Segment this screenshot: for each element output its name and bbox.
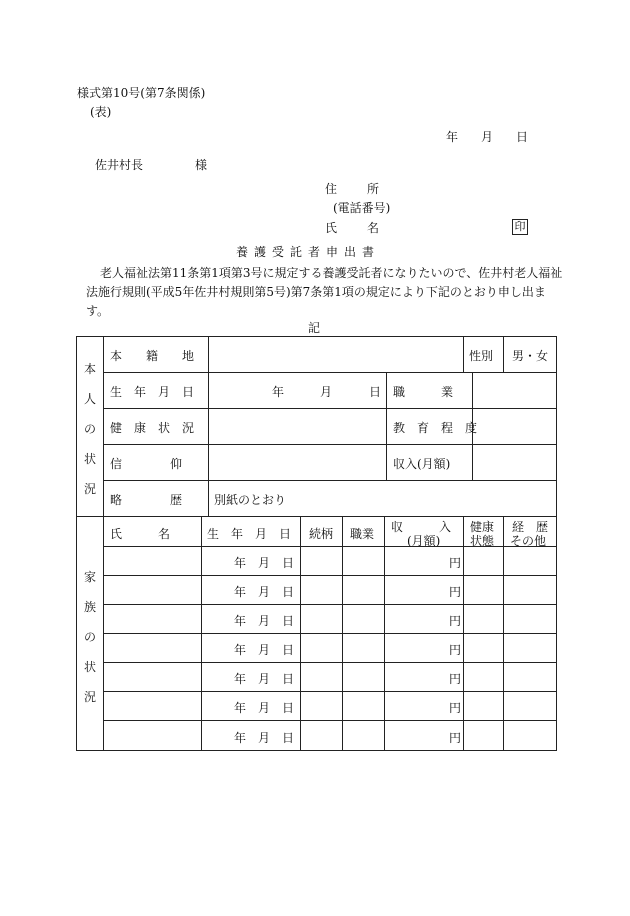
- family-row-month: 月: [258, 643, 271, 657]
- family-header-name: 氏 名: [110, 527, 171, 541]
- health-label: 健 康 状 況: [110, 421, 195, 435]
- family-row-day: 日: [282, 614, 295, 628]
- family-row-day: 日: [282, 585, 295, 599]
- history-value: 別紙のとおり: [214, 493, 287, 507]
- applicant-phone-label: (電話番号): [333, 201, 391, 215]
- family-header-history-sub: その他: [510, 534, 547, 548]
- family-row-month: 月: [258, 556, 271, 570]
- family-row-year: 年: [234, 701, 247, 715]
- seal-mark: 印: [512, 219, 528, 235]
- occupation-label: 職 業: [393, 385, 454, 399]
- family-row-line: [103, 575, 556, 576]
- family-row-year: 年: [234, 643, 247, 657]
- self-row-line: [103, 480, 556, 481]
- family-side-char: 状: [83, 660, 97, 674]
- family-row-yen: 円: [449, 701, 462, 715]
- family-side-char: 家: [83, 570, 97, 584]
- applicant-name-label: 氏 名: [325, 221, 382, 235]
- body-text-line1: 老人福祉法第11条第1項第3号に規定する養護受託者になりたいので、佐井村老人福祉: [100, 266, 563, 280]
- table-border-left: [76, 336, 77, 751]
- family-row-year: 年: [234, 556, 247, 570]
- income-label: 収入(月額): [393, 457, 451, 471]
- family-row-month: 月: [258, 614, 271, 628]
- section-divider: [76, 516, 557, 517]
- date-day: 日: [516, 130, 529, 144]
- family-col-divider: [201, 516, 202, 751]
- ki-label: 記: [308, 321, 321, 335]
- dob-year: 年: [272, 385, 285, 399]
- domicile-label: 本 籍 地: [110, 349, 195, 363]
- sex-value-divider: [503, 336, 504, 372]
- family-row-year: 年: [234, 614, 247, 628]
- body-text-line2: 法施行規則(平成5年佐井村規則第5号)第7条第1項の規定により下記のとおり申し出ま: [86, 285, 546, 299]
- self-side-char: の: [83, 422, 97, 436]
- family-row-yen: 円: [449, 614, 462, 628]
- applicant-address-label: 住 所: [325, 182, 382, 196]
- family-col-divider: [384, 516, 385, 751]
- family-row-line: [103, 720, 556, 721]
- history-label: 略 歴: [110, 493, 183, 507]
- self-row-line: [103, 408, 556, 409]
- self-row-line: [103, 444, 556, 445]
- side-label-divider: [103, 336, 104, 751]
- addressee: 佐井村長: [95, 158, 144, 172]
- family-row-line: [103, 662, 556, 663]
- education-label: 教 育 程 度: [393, 421, 478, 435]
- family-row-line: [103, 633, 556, 634]
- family-row-yen: 円: [449, 672, 462, 686]
- family-row-yen: 円: [449, 731, 462, 745]
- dob-day: 日: [369, 385, 382, 399]
- family-row-yen: 円: [449, 585, 462, 599]
- family-row-year: 年: [234, 672, 247, 686]
- family-row-line: [103, 691, 556, 692]
- family-header-occupation: 職業: [350, 527, 375, 541]
- family-col-divider: [342, 516, 343, 751]
- family-row-day: 日: [282, 672, 295, 686]
- self-label-divider: [208, 336, 209, 516]
- family-row-line: [103, 604, 556, 605]
- self-side-char: 況: [83, 482, 97, 496]
- family-row-month: 月: [258, 672, 271, 686]
- family-header-relation: 続柄: [309, 527, 334, 541]
- family-header-income: 収 入: [391, 520, 452, 534]
- religion-label: 信 仰: [110, 457, 183, 471]
- family-header-income-sub: (月額): [407, 534, 441, 548]
- family-row-year: 年: [234, 585, 247, 599]
- family-row-day: 日: [282, 701, 295, 715]
- table-border-bottom: [76, 750, 557, 751]
- self-side-char: 人: [83, 392, 97, 406]
- family-row-month: 月: [258, 731, 271, 745]
- date-year: 年: [446, 130, 459, 144]
- form-side-label: (表): [90, 105, 112, 119]
- sex-label: 性別: [469, 349, 494, 363]
- dob-label: 生 年 月 日: [110, 385, 195, 399]
- addressee-honorific: 様: [195, 158, 208, 172]
- family-row-day: 日: [282, 731, 295, 745]
- document-title: 養護受託者申出書: [236, 245, 381, 259]
- family-row-day: 日: [282, 556, 295, 570]
- date-month: 月: [481, 130, 494, 144]
- form-number: 様式第10号(第7条関係): [77, 86, 206, 100]
- family-row-month: 月: [258, 701, 271, 715]
- family-col-divider: [463, 516, 464, 751]
- table-border-top: [76, 336, 557, 337]
- family-row-yen: 円: [449, 556, 462, 570]
- family-col-divider: [300, 516, 301, 751]
- family-header-history: 経 歴: [512, 520, 549, 534]
- self-side-char: 本: [83, 362, 97, 376]
- body-text-line3: す。: [86, 304, 110, 318]
- family-row-yen: 円: [449, 643, 462, 657]
- right-label-divider: [386, 372, 387, 480]
- sex-divider: [463, 336, 464, 372]
- family-header-dob: 生 年 月 日: [207, 527, 292, 541]
- family-col-divider: [503, 516, 504, 751]
- sex-value: 男・女: [512, 349, 549, 363]
- self-row-line: [103, 372, 556, 373]
- family-header-health-sub: 状態: [470, 534, 495, 548]
- family-row-day: 日: [282, 643, 295, 657]
- family-row-month: 月: [258, 585, 271, 599]
- family-side-char: の: [83, 630, 97, 644]
- dob-month: 月: [320, 385, 333, 399]
- self-side-char: 状: [83, 452, 97, 466]
- family-header-health: 健康: [470, 520, 495, 534]
- family-row-year: 年: [234, 731, 247, 745]
- table-border-right: [556, 336, 557, 751]
- family-side-char: 族: [83, 600, 97, 614]
- family-side-char: 況: [83, 690, 97, 704]
